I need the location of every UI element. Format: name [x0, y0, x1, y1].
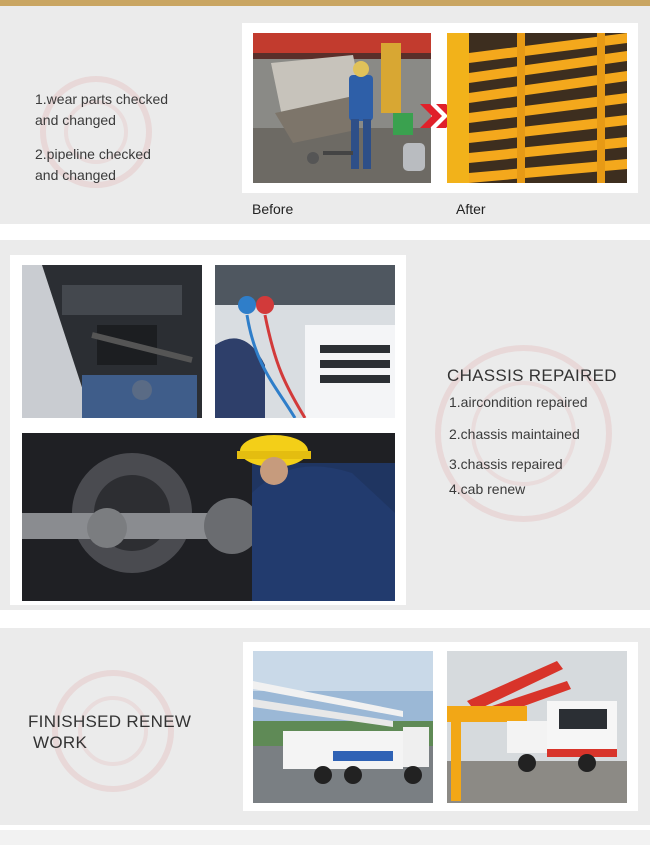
aircondition-photo [215, 265, 395, 418]
before-photo [253, 33, 431, 183]
engine-bay-photo [22, 265, 202, 418]
bottom-strip [0, 830, 650, 845]
white-pump-truck-photo [253, 651, 433, 803]
section-chassis [0, 240, 650, 610]
finished-title-line2: WORK [33, 733, 88, 752]
after-photo [447, 33, 627, 183]
before-label: Before [252, 201, 294, 217]
pipeline-item: 2.pipeline checked and changed [35, 146, 151, 183]
chassis-item: 4.cab renew [449, 481, 526, 497]
section-finished [0, 628, 650, 825]
chassis-item: 2.chassis maintained [449, 426, 580, 442]
finished-title-line1: FINISHSED RENEW [28, 712, 192, 731]
chassis-item: 3.chassis repaired [449, 456, 563, 472]
axle-repair-photo [22, 433, 395, 601]
wear-parts-item: 1.wear parts checked and changed [35, 91, 169, 128]
chassis-title: CHASSIS REPAIRED [447, 366, 617, 385]
chassis-item: 1.aircondition repaired [449, 394, 588, 410]
section-wear-parts [0, 6, 650, 224]
yellow-red-pump-truck-photo [447, 651, 627, 803]
after-label: After [456, 201, 486, 217]
